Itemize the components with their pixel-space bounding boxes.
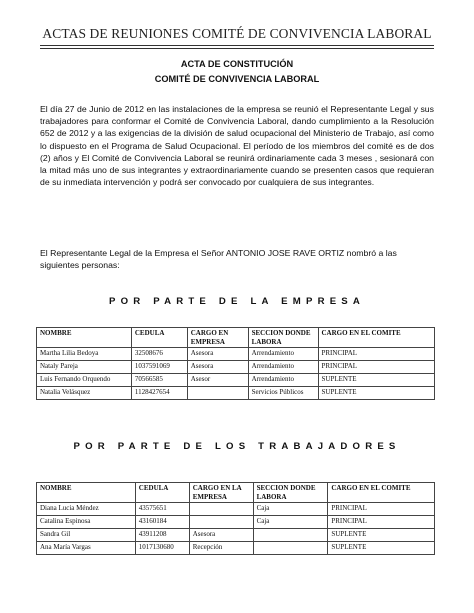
cell-nombre: Sandra Gil [37,529,136,542]
cell-cedula: 32508676 [131,348,187,361]
cell-seccion: Caja [253,503,328,516]
table-row [37,516,435,529]
intro-paragraph: El día 27 de Junio de 2012 en las instalaciones de la empresa se reunió el Representante Legal y sus trabajadores para conformar el Comité de Convivencia Laboral, dando cumplimiento a la Resolución 652 de 2012 y a las exigencias de la división de salud ocupacional del Ministerio de Trabajo, así como lo dispuesto en el Programa de Salud Ocupacional. El período de los miembros del comité es de dos (2) años y El Comité de Convivencia Laboral se reunirá ordinariamente cada 3 meses , sesionará con la mitad más uno de sus integrantes y extraordinariamente cuando se presenten casos que requieran de su inmediata intervención y podrá ser convocado por cualquiera de sus integrantes. [40,104,434,188]
cell-seccion [253,542,328,555]
cell-nombre: Luis Fernando Orquendo [37,374,132,387]
cell-cargo-empresa: Asesora [187,361,248,374]
cell-cargo-empresa: Asesora [189,529,253,542]
cell-cargo-comite: PRINCIPAL [318,348,435,361]
comite-heading: COMITÉ DE CONVIVENCIA LABORAL [154,74,320,84]
cell-cargo-empresa: Asesora [187,348,248,361]
cell-cargo-comite: SUPLENTE [328,542,435,555]
cell-cedula: 43911208 [135,529,189,542]
column-header: CEDULA [135,483,189,503]
column-header: CARGO EN EMPRESA [187,328,248,348]
cell-seccion: Caja [253,516,328,529]
appointment-paragraph: El Representante Legal de la Empresa el Señor ANTONIO JOSE RAVE ORTIZ nombró a las siguientes personas: [40,248,397,271]
cell-seccion: Servicios Públicos [248,387,318,400]
cell-cargo-comite: PRINCIPAL [328,503,435,516]
table-row [37,529,435,542]
cell-cargo-comite: SUPLENTE [328,529,435,542]
cell-cedula: 43575651 [135,503,189,516]
cell-cargo-empresa [189,503,253,516]
cell-cargo-empresa [187,387,248,400]
empresa-members-table [36,327,435,400]
cell-seccion: Arrendamiento [248,374,318,387]
cell-cargo-empresa: Asesor [187,374,248,387]
cell-nombre: Martha Lilia Bedoya [37,348,132,361]
table-header-row [37,328,435,348]
column-header: NOMBRE [37,483,136,503]
column-header: CEDULA [131,328,187,348]
table-row [37,542,435,555]
table-row [37,503,435,516]
cell-nombre: Natalia Velásquez [37,387,132,400]
cell-cedula: 1017130680 [135,542,189,555]
column-header: CARGO EN EL COMITE [318,328,435,348]
column-header: CARGO EN EL COMITE [328,483,435,503]
trabajadores-section-title: POR PARTE DE LOS TRABAJADORES [73,441,401,452]
cell-cargo-empresa [189,516,253,529]
cell-nombre: Nataly Pareja [37,361,132,374]
column-header: SECCION DONDE LABORA [253,483,328,503]
cell-seccion: Arrendamiento [248,348,318,361]
cell-nombre: Ana María Vargas [37,542,136,555]
cell-seccion [253,529,328,542]
cell-cargo-empresa: Recepción [189,542,253,555]
empresa-section-title: POR PARTE DE LA EMPRESA [108,296,366,307]
cell-seccion: Arrendamiento [248,361,318,374]
cell-cedula: 1128427654 [131,387,187,400]
table-row [37,361,435,374]
table-row [37,374,435,387]
column-header: NOMBRE [37,328,132,348]
cell-nombre: Diana Lucia Méndez [37,503,136,516]
header-rule-bottom [40,48,434,49]
table-row [37,348,435,361]
cell-cedula: 43160184 [135,516,189,529]
cell-nombre: Catalina Espinosa [37,516,136,529]
cell-cargo-comite: PRINCIPAL [318,361,435,374]
cell-cargo-comite: SUPLENTE [318,374,435,387]
document-header-title: ACTAS DE REUNIONES COMITÉ DE CONVIVENCIA LABORAL [42,26,432,41]
cell-cedula: 70566585 [131,374,187,387]
trabajadores-members-table [36,482,435,555]
acta-heading: ACTA DE CONSTITUCIÓN [180,59,294,69]
table-header-row [37,483,435,503]
column-header: SECCION DONDE LABORA [248,328,318,348]
cell-cedula: 1037591069 [131,361,187,374]
table-row [37,387,435,400]
header-rule-top [40,45,434,46]
cell-cargo-comite: SUPLENTE [318,387,435,400]
cell-cargo-comite: PRINCIPAL [328,516,435,529]
column-header: CARGO EN LA EMPRESA [189,483,253,503]
